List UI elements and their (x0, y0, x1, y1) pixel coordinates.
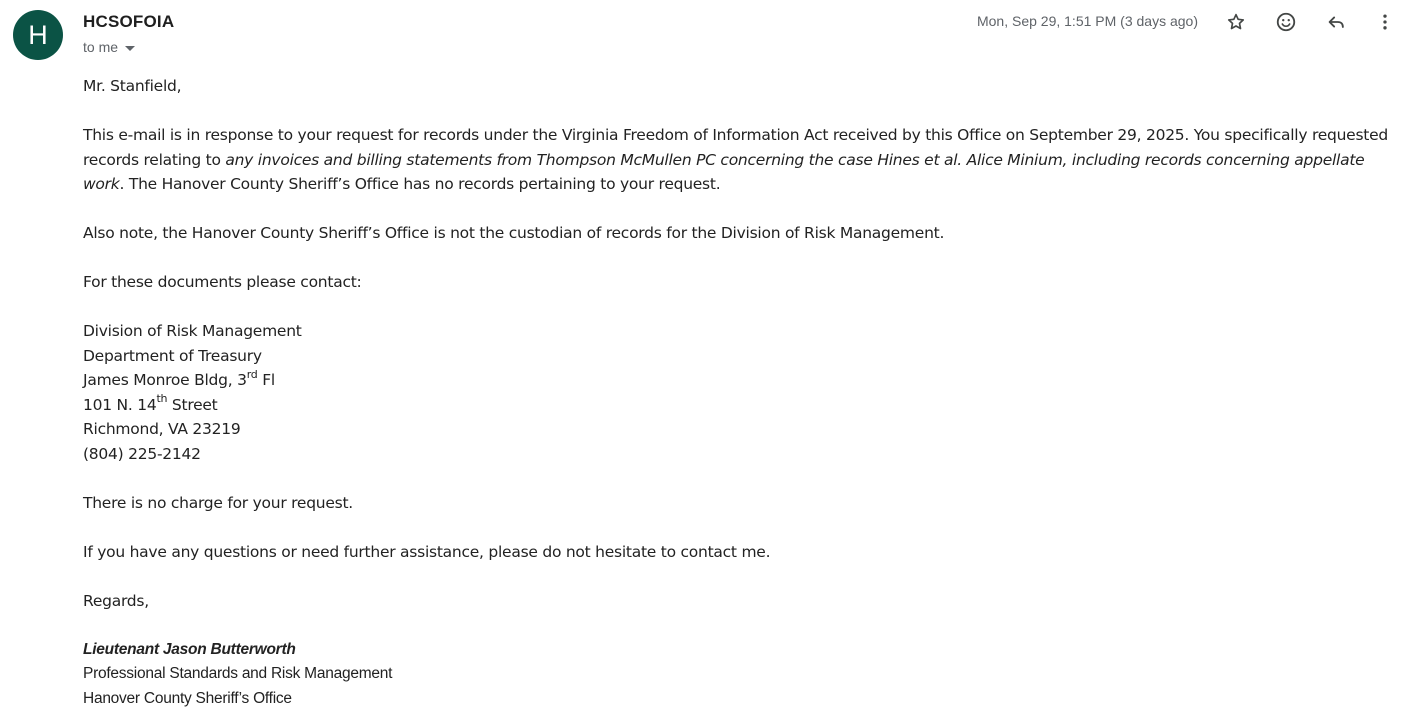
body-paragraph-4: There is no charge for your request. (83, 493, 353, 512)
star-icon (1226, 12, 1246, 32)
address-line-5: Richmond, VA 23219 (83, 420, 241, 438)
address-line-1: Division of Risk Management (83, 322, 302, 340)
body-paragraph-5: If you have any questions or need further assistance, please do not hesitate to contact me. (83, 542, 771, 561)
address-line-4-text: 101 N. 14 (83, 395, 157, 414)
add-reaction-button[interactable] (1271, 7, 1301, 37)
address-line-3-sup: rd (246, 367, 258, 381)
address-line-3 (83, 368, 1401, 393)
body-paragraph-2: Also note, the Hanover County Sheriff’s Office is not the custodian of records for the Division of Risk Management. (83, 224, 945, 242)
body-paragraph-1 (83, 123, 1401, 197)
star-button[interactable] (1221, 7, 1251, 37)
recipient-label: to me (83, 39, 119, 55)
address-line-4 (83, 393, 1401, 418)
more-vert-icon (1375, 12, 1395, 32)
message-timestamp: Mon, Sep 29, 1:51 PM (3 days ago) (976, 13, 1198, 29)
signature-title: Professional Standards and Risk Management (83, 665, 393, 682)
address-line-3-text: James Monroe Bldg, 3 (83, 371, 247, 389)
paragraph-1-text-a: This e-mail is in response to your request for records under the Virginia Freedom of Information Act received by this Office on September 29, 2025. You specifically requested records relating to (83, 126, 1388, 169)
signature-office: Hanover County Sheriff’s Office (83, 689, 292, 707)
chevron-down-icon[interactable] (125, 46, 135, 51)
address-line-4-sup: th (156, 392, 168, 406)
address-line-3-tail: Fl (257, 371, 275, 389)
phone-number[interactable]: (804) 225-2142 (83, 444, 201, 463)
emoji-icon (1275, 11, 1297, 33)
signature-name: Lieutenant Jason Butterworth (83, 640, 296, 658)
sender-name[interactable]: HCSOFOIA (83, 12, 175, 31)
message-header (0, 0, 1413, 64)
message-body (83, 74, 1401, 711)
closing: Regards, (83, 591, 149, 610)
greeting: Mr. Stanfield, (83, 77, 182, 95)
paragraph-1-text-b: . The Hanover County Sheriff’s Office has no records pertaining to your request. (119, 175, 721, 193)
requested-records-description: any invoices and billing statements from Thompson McMullen PC concerning the case Hines et al. Alice Minium, including records concerning appellate work (83, 150, 1365, 193)
reply-icon (1325, 11, 1347, 33)
address-line-2: Department of Treasury (83, 346, 262, 365)
sender-avatar[interactable]: H (13, 10, 63, 60)
body-paragraph-3: For these documents please contact: (83, 273, 362, 291)
signature-block (83, 638, 1401, 711)
contact-address-block (83, 319, 1401, 466)
address-line-4-tail: Street (167, 395, 218, 414)
more-options-button[interactable] (1370, 7, 1400, 37)
recipient-details-toggle[interactable] (83, 39, 135, 55)
reply-button[interactable] (1321, 7, 1351, 37)
